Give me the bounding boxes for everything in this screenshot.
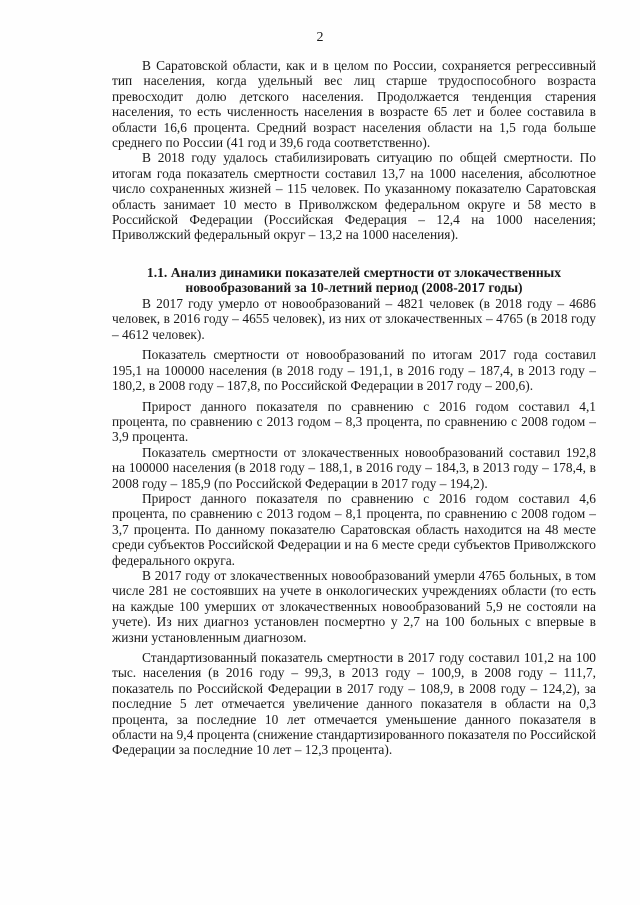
document-body xyxy=(112,58,596,758)
paragraph-population-structure: В Саратовской области, как и в целом по России, сохраняется регрессивный тип населения, когда удельный вес лиц старше трудоспособного возраста превосходит долю детского населения. Продолжается тенденция старения населения, то есть численность населения в возрасте 65 лет и более составила в области 16,6 процента. Средний возраст населения области на 1,5 года больше среднего по России (41 год и 39,6 года соответственно). xyxy=(112,58,596,151)
section-heading: 1.1. Анализ динамики показателей смертности от злокачественных новообразований за 10-летний период (2008-2017 годы) xyxy=(146,264,562,296)
paragraph-standardized-rate: Стандартизованный показатель смертности в 2017 году составил 101,2 на 100 тыс. населения (в 2016 году – 99,3, в 2013 году – 100,9, в 2008 году – 111,7, показатель по Российской Федерации в 2017 году – 108,9, в 2008 году – 124,2), за последние 5 лет отмечается увеличение данного показателя в области на 0,3 процента, за последние 10 лет отмечается уменьшение данного показателя в области на 9,4 процента (снижение стандартизированного показателя по Российской Федерации за последние 10 лет – 12,3 процента). xyxy=(112,650,596,758)
paragraph-unregistered-deaths: В 2017 году от злокачественных новообразований умерли 4765 больных, в том числе 281 не состоявших на учете в онкологических учреждениях области (то есть на каждые 100 умерших от злокачественных новообразований 5,9 не состояли на учете). Из них диагноз установлен посмертно у 2,7 на 100 больных с впервые в жизни установленным диагнозом. xyxy=(112,567,596,645)
paragraph-general-mortality: В 2018 году удалось стабилизировать ситуацию по общей смертности. По итогам года показатель смертности составил 13,7 на 1000 населения, абсолютное число сохраненных жизней – 115 человек. По указанному показателю Саратовская область занимает 10 место в Приволжском федеральном округе и 58 место в Российской Федерации (Российская Федерация – 12,4 на 1000 населения; Приволжский федеральный округ – 13,2 на 1000 населения). xyxy=(112,150,596,243)
paragraph-malignant-mortality-rate: Показатель смертности от злокачественных новообразований составил 192,8 на 100000 населения (в 2018 году – 188,1, в 2016 году – 184,3, в 2013 году – 178,4, в 2008 году – 185,9 (по Российской Федерации в 2017 году – 194,2). xyxy=(112,444,596,491)
page-number: 2 xyxy=(316,30,324,45)
paragraph-neoplasm-growth: Прирост данного показателя по сравнению с 2016 годом составил 4,1 процента, по сравнению с 2013 годом – 8,3 процента, по сравнению с 2008 годом – 3,9 процента. xyxy=(112,398,596,445)
paragraph-neoplasm-mortality-rate: Показатель смертности от новообразований по итогам 2017 года составил 195,1 на 100000 населения (в 2018 году – 191,1, в 2016 году – 187,4, в 2013 году – 180,2, в 2008 году – 187,8, по Российской Федерации в 2017 году – 200,6). xyxy=(112,347,596,394)
paragraph-malignant-growth: Прирост данного показателя по сравнению с 2016 годом составил 4,6 процента, по сравнению с 2013 годом – 8,1 процента, по сравнению с 2008 годом – 3,7 процента. По данному показателю Саратовская область находится на 48 месте среди субъектов Российской Федерации и на 6 месте среди субъектов Приволжского федерального округа. xyxy=(112,490,596,568)
paragraph-deaths-count: В 2017 году умерло от новообразований – 4821 человек (в 2018 году – 4686 человек, в 2016 году – 4655 человек), из них от злокачественных – 4765 (в 2018 году – 4612 человек). xyxy=(112,296,596,342)
